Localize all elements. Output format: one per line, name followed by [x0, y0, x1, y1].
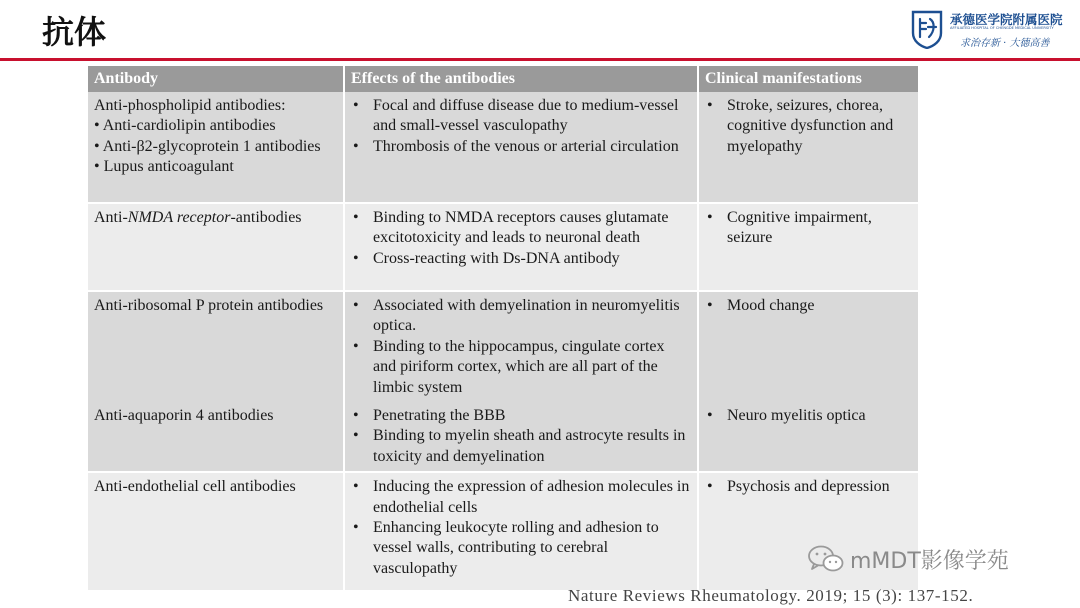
antibody-table-wrapper [88, 66, 918, 576]
antibody-title: Anti-phospholipid antibodies: [94, 97, 286, 114]
clinical-item: • Mood change [705, 296, 912, 316]
hospital-name: 承德医学院附属医院 [950, 12, 1063, 27]
effect-item: • Penetrating the BBB [351, 406, 691, 426]
table-row [88, 203, 918, 291]
hospital-logo [908, 6, 1072, 52]
antibody-cell [88, 203, 344, 291]
table-row [88, 402, 918, 472]
effect-item: • Associated with demyelination in neuromyelitis optica. [351, 296, 691, 337]
effect-item: • Enhancing leukocyte rolling and adhesion to vessel walls, contributing to cerebral vasculopathy [351, 518, 691, 579]
effects-cell [344, 472, 698, 590]
clinical-cell [698, 291, 918, 402]
antibody-italic: NMDA receptor [127, 209, 231, 226]
antibody-table [88, 66, 918, 590]
effect-item: • Thrombosis of the venous or arterial circulation [351, 137, 691, 157]
table-row [88, 472, 918, 590]
effect-item: • Binding to myelin sheath and astrocyte results in toxicity and demyelination [351, 426, 691, 467]
effect-item: • Cross-reacting with Ds-DNA antibody [351, 249, 691, 269]
antibody-suffix: -antibodies [230, 209, 302, 226]
antibody-cell [88, 402, 344, 472]
antibody-subitem: • Anti-β2-glycoprotein 1 antibodies [94, 137, 321, 155]
clinical-cell [698, 92, 918, 203]
clinical-item: • Stroke, seizures, chorea, cognitive dysfunction and myelopathy [705, 96, 912, 157]
slide-title: 抗体 [42, 13, 107, 51]
clinical-item: • Psychosis and depression [705, 477, 912, 497]
effects-cell [344, 92, 698, 203]
clinical-item: • Cognitive impairment, seizure [705, 208, 912, 249]
antibody-subitem: • Lupus anticoagulant [94, 158, 234, 176]
antibody-cell [88, 92, 344, 203]
antibody-name: Anti-aquaporin 4 antibodies [94, 407, 274, 425]
wechat-icon [806, 544, 846, 574]
header-antibody: Antibody [88, 66, 344, 92]
hospital-motto: 求治存新 · 大德高善 [960, 38, 1050, 49]
title-divider [0, 58, 1080, 61]
table-header-row [88, 66, 918, 92]
hospital-seal-icon [910, 9, 944, 49]
header-effects: Effects of the antibodies [344, 66, 698, 92]
table-row [88, 92, 918, 203]
effect-item: • Binding to the hippocampus, cingulate cortex and piriform cortex, which are all part of the limbic system [351, 337, 691, 398]
effect-item: • Focal and diffuse disease due to medium-vessel and small-vessel vasculopathy [351, 96, 691, 137]
clinical-item: • Neuro myelitis optica [705, 406, 912, 426]
effect-item: • Inducing the expression of adhesion molecules in endothelial cells [351, 477, 691, 518]
antibody-cell [88, 291, 344, 402]
effects-cell [344, 291, 698, 402]
effects-cell [344, 402, 698, 472]
antibody-cell [88, 472, 344, 590]
antibody-name: Anti-endothelial cell antibodies [94, 478, 296, 496]
citation: Nature Reviews Rheumatology. 2019; 15 (3): 137-152. [568, 586, 974, 605]
hospital-english-name: AFFILIATED HOSPITAL OF CHENGDE MEDICAL UNIVERSITY [950, 26, 1054, 30]
antibody-subitem: • Anti-cardiolipin antibodies [94, 117, 276, 135]
clinical-cell [698, 402, 918, 472]
effect-item: • Binding to NMDA receptors causes glutamate excitotoxicity and leads to neuronal death [351, 208, 691, 249]
table-row [88, 291, 918, 402]
header-clinical: Clinical manifestations [698, 66, 918, 92]
antibody-prefix: Anti- [94, 209, 128, 226]
watermark-text: mMDT影像学苑 [850, 549, 1009, 574]
clinical-cell [698, 203, 918, 291]
antibody-name: Anti-ribosomal P protein antibodies [94, 297, 324, 314]
effects-cell [344, 203, 698, 291]
